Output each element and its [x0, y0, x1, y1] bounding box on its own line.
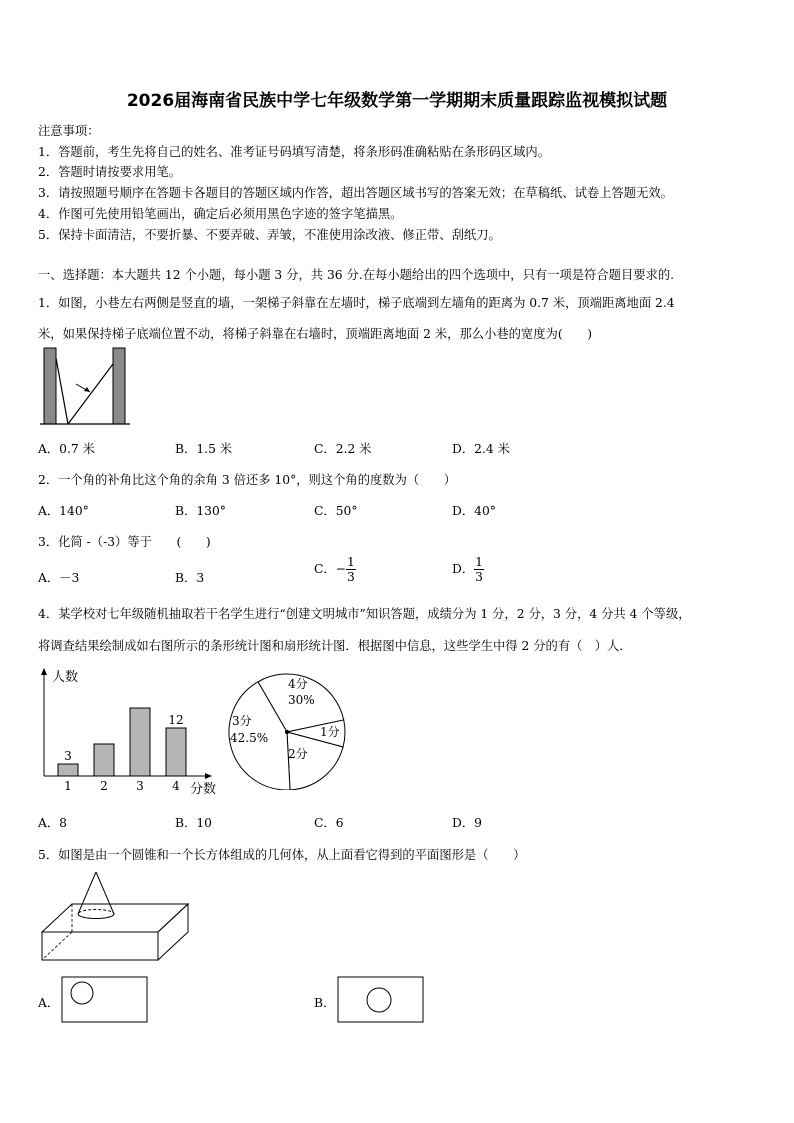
q3-text: 3．化简 -（-3）等于 ( ): [38, 535, 211, 549]
q5-option-b-figure[interactable]: [337, 976, 425, 1024]
pie-chart: [226, 664, 352, 790]
q1-line1: 1．如图，小巷左右两侧是竖直的墙，一架梯子斜靠在左墙时，梯子底端到左墙角的距离为 0.7 米，顶端距离地面 2.4: [38, 296, 675, 310]
pie-center-dot: [285, 730, 289, 734]
q1-option-c[interactable]: C．2.2 米: [314, 442, 372, 456]
q2-option-c[interactable]: C．50°: [314, 504, 358, 518]
q5-option-a-label[interactable]: A．: [38, 996, 60, 1010]
q3-option-a[interactable]: A．－3: [38, 571, 80, 585]
note-item: 1．答题前，考生先将自己的姓名、准考证号码填写清楚，将条形码准确粘贴在条形码区域内。: [38, 145, 550, 159]
q1-line2: 米，如果保持梯子底端位置不动，将梯子斜靠在右墙时，顶端距离地面 2 米，那么小巷的宽度为( ): [38, 327, 593, 341]
q2-option-a[interactable]: A．140°: [38, 504, 89, 518]
cone-base-front: [78, 914, 114, 919]
pie-pct-4: 30%: [288, 693, 315, 707]
q4-option-b[interactable]: B．10: [175, 816, 212, 830]
bar-1: [58, 764, 78, 776]
x-tick-label: 2: [100, 779, 108, 793]
fraction: [346, 555, 356, 584]
q4-option-c[interactable]: C．6: [314, 816, 344, 830]
q2-option-d[interactable]: D．40°: [452, 504, 496, 518]
q4-line1: 4．某学校对七年级随机抽取若干名学生进行“创建文明城市”知识答题，成绩分为 1 分，2 分，3 分，4 分共 4 个等级，: [38, 607, 691, 621]
q3-minus-sign: −: [335, 562, 347, 576]
rectangle-shape: [338, 977, 423, 1022]
fraction-denominator: 3: [347, 570, 355, 584]
fraction-numerator: 1: [347, 555, 355, 569]
note-item: 2．答题时请按要求用笔。: [38, 165, 182, 179]
x-tick-label: 3: [136, 779, 144, 793]
notes-heading: 注意事项：: [38, 124, 100, 138]
fraction-numerator: 1: [475, 555, 483, 569]
y-axis-label: 人数: [52, 670, 79, 685]
q3-option-d-label: D．: [452, 562, 475, 576]
x-tick-label: 4: [172, 779, 180, 793]
q1-option-a[interactable]: A．0.7 米: [38, 442, 95, 456]
section-heading: 一、选择题：本大题共 12 个小题，每小题 3 分，共 36 分.在每小题给出的四个选项中，只有一项是符合题目要求的.: [38, 268, 675, 282]
q3-option-c-label: C．: [314, 562, 336, 576]
q3-option-d[interactable]: [452, 555, 484, 584]
q5-text: 5．如图是由一个圆锥和一个长方体组成的几何体，从上面看它得到的平面图形是（ ）: [38, 848, 526, 862]
bar-2: [94, 744, 114, 776]
circle-shape: [71, 982, 93, 1004]
pie-label-3: 3分: [232, 714, 252, 728]
x-axis-arrow-icon: [205, 773, 212, 779]
bar-data-label: 3: [64, 749, 72, 763]
q5-option-a-figure[interactable]: [61, 976, 149, 1024]
right-wall: [113, 348, 125, 424]
circle-shape: [367, 988, 391, 1012]
q1-alley-figure: [38, 346, 132, 428]
bar-4: [166, 728, 186, 776]
q3-option-c[interactable]: [314, 555, 356, 584]
page-title: 2026届海南省民族中学七年级数学第一学期期末质量跟踪监视模拟试题: [126, 91, 668, 111]
x-axis-label: 分数: [190, 782, 217, 797]
q1-option-b[interactable]: B．1.5 米: [175, 442, 233, 456]
box-top-face: [42, 904, 188, 932]
q4-option-a[interactable]: A．8: [38, 816, 68, 830]
pie-label-2: 2分: [288, 747, 308, 761]
q3-option-b[interactable]: B．3: [175, 571, 205, 585]
y-axis-arrow-icon: [41, 668, 47, 675]
bar-3: [130, 708, 150, 776]
fraction-denominator: 3: [475, 570, 483, 584]
rectangle-shape: [62, 977, 147, 1022]
fraction: [474, 555, 484, 584]
hidden-edge: [42, 932, 72, 960]
cone-edge-right: [96, 872, 114, 914]
cone-edge-left: [78, 872, 96, 914]
q4-option-d[interactable]: D．9: [452, 816, 482, 830]
ladder-left: [56, 358, 68, 424]
bar-chart: [30, 660, 230, 800]
note-item: 3．请按照题号顺序在答题卡各题目的答题区域内作答，超出答题区域书写的答案无效；在草稿纸、试卷上答题无效。: [38, 186, 673, 200]
box-side-face: [158, 904, 188, 960]
q2-option-b[interactable]: B．130°: [175, 504, 226, 518]
note-item: 5．保持卡面清洁，不要折暴、不要弄破、弄皱，不准使用涂改液、修正带、刮纸刀。: [38, 228, 501, 242]
pie-label-1: 1分: [320, 725, 340, 739]
x-tick-label: 1: [64, 779, 72, 793]
q5-solid-figure: [36, 868, 196, 964]
q4-line2: 将调查结果绘制成如右图所示的条形统计图和扇形统计图．根据图中信息，这些学生中得 2 分的有（ ）人．: [38, 639, 632, 653]
q2-text: 2．一个角的补角比这个角的余角 3 倍还多 10°，则这个角的度数为（ ）: [38, 473, 457, 487]
q5-option-b-label[interactable]: B．: [314, 996, 336, 1010]
q1-option-d[interactable]: D．2.4 米: [452, 442, 510, 456]
note-item: 4．作图可先使用铅笔画出，确定后必须用黑色字迹的签字笔描黑。: [38, 207, 403, 221]
bar-group: [58, 708, 186, 793]
pie-label-4: 4分: [288, 677, 308, 691]
ladder-right: [68, 364, 113, 424]
box-front-face: [42, 932, 158, 960]
left-wall: [44, 348, 56, 424]
bar-data-label: 12: [168, 713, 184, 727]
pie-pct-3: 42.5%: [230, 731, 269, 745]
